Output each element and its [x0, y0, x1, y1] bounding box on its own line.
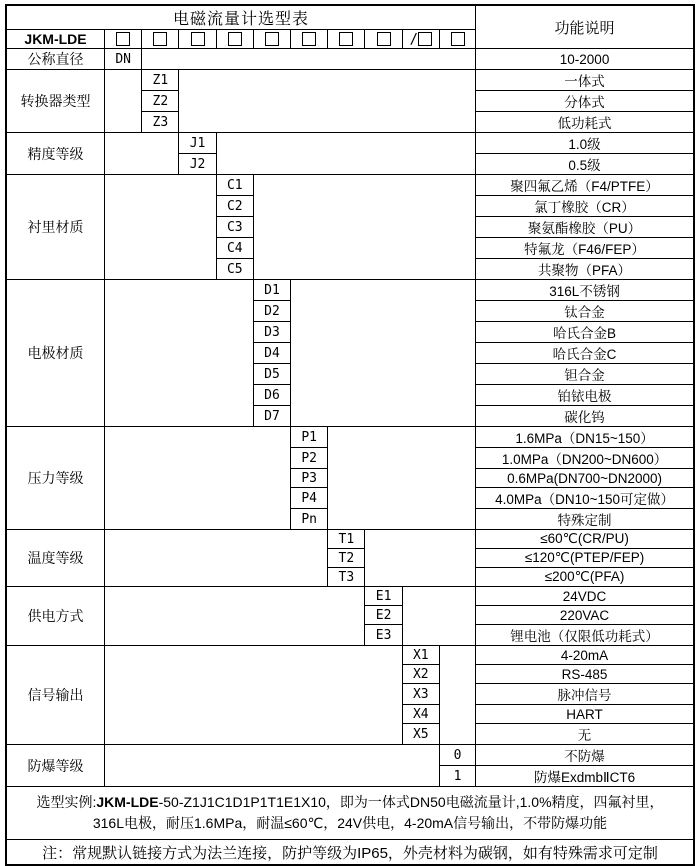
desc-cell: 0.5级 — [476, 154, 694, 175]
code-cell: J2 — [179, 154, 216, 175]
code-cell: C2 — [216, 196, 253, 217]
desc-cell: 氯丁橡胶（CR） — [476, 196, 694, 217]
checkbox-icon — [153, 32, 167, 46]
model-prefix: JKM-LDE — [6, 30, 105, 49]
desc-cell: ≤200℃(PFA) — [476, 568, 694, 587]
example-line2: 316L电极，耐压1.6MPa，耐温≤60℃，24V供电，4-20mA信号输出，不带防爆功能 — [92, 815, 608, 831]
empty-cell — [253, 175, 475, 280]
code-slot-e — [365, 30, 402, 49]
code-cell: J1 — [179, 133, 216, 154]
example-prefix: 选型实例: — [36, 794, 97, 810]
desc-cell: 碳化钨 — [476, 406, 694, 427]
note-text: 注：常规默认链接方式为法兰连接，防护等级为IP65，外壳材料为碳钢，如有特殊需求可定制 — [6, 840, 694, 866]
desc-cell: 共聚物（PFA） — [476, 259, 694, 280]
code-cell: 0 — [439, 745, 475, 766]
checkbox-icon — [418, 32, 432, 46]
category-signal-output: 信号输出 — [6, 646, 105, 745]
empty-cell — [291, 280, 476, 427]
empty-cell — [365, 530, 476, 587]
empty-cell — [105, 70, 142, 133]
desc-cell: 锂电池（仅限低功耗式） — [476, 625, 694, 646]
desc-cell: 钛合金 — [476, 301, 694, 322]
desc-cell: 聚氨酯橡胶（PU） — [476, 217, 694, 238]
empty-cell — [105, 175, 217, 280]
checkbox-icon — [191, 32, 205, 46]
desc-cell: 24VDC — [476, 587, 694, 606]
code-cell: DN — [105, 49, 142, 70]
code-slot-j — [179, 30, 216, 49]
code-cell: D4 — [253, 343, 290, 364]
code-cell: C3 — [216, 217, 253, 238]
empty-cell — [402, 587, 475, 646]
code-cell: X2 — [402, 665, 439, 684]
checkbox-icon — [451, 32, 465, 46]
code-cell: X4 — [402, 705, 439, 724]
empty-cell — [105, 587, 365, 646]
desc-cell: 1.0级 — [476, 133, 694, 154]
empty-cell — [179, 70, 476, 133]
desc-cell: 低功耗式 — [476, 112, 694, 133]
code-cell: Pn — [291, 509, 328, 530]
code-cell: D6 — [253, 385, 290, 406]
code-cell: P3 — [291, 469, 328, 488]
category-nominal-diameter: 公称直径 — [6, 49, 105, 70]
checkbox-icon — [116, 32, 130, 46]
code-cell: C4 — [216, 238, 253, 259]
example-model: JKM-LDE — [96, 794, 159, 810]
category-explosion-proof-rating: 防爆等级 — [6, 745, 105, 787]
selection-example — [6, 787, 694, 840]
desc-cell: 220VAC — [476, 606, 694, 625]
checkbox-icon — [228, 32, 242, 46]
code-cell: E3 — [365, 625, 402, 646]
code-slot-dn — [105, 30, 142, 49]
code-slot-p — [291, 30, 328, 49]
empty-cell — [142, 49, 476, 70]
empty-cell — [105, 646, 403, 745]
desc-cell: 316L不锈钢 — [476, 280, 694, 301]
desc-cell: ≤120℃(PTEP/FEP) — [476, 549, 694, 568]
function-description-header: 功能说明 — [476, 5, 694, 49]
desc-cell: 聚四氟乙烯（F4/PTFE） — [476, 175, 694, 196]
code-cell: P2 — [291, 448, 328, 469]
empty-cell — [439, 646, 475, 745]
category-pressure-rating: 压力等级 — [6, 427, 105, 530]
desc-cell: 哈氏合金B — [476, 322, 694, 343]
checkbox-icon — [302, 32, 316, 46]
code-cell: T2 — [328, 549, 365, 568]
desc-cell: 不防爆 — [476, 745, 694, 766]
code-cell: P4 — [291, 488, 328, 509]
code-cell: E2 — [365, 606, 402, 625]
checkbox-icon — [265, 32, 279, 46]
category-converter-type: 转换器类型 — [6, 70, 105, 133]
empty-cell — [105, 280, 254, 427]
code-cell: 1 — [439, 766, 475, 787]
empty-cell — [328, 427, 476, 530]
desc-cell: 无 — [476, 724, 694, 745]
desc-cell: 一体式 — [476, 70, 694, 91]
empty-cell — [105, 745, 440, 787]
desc-cell: 特氟龙（F46/FEP） — [476, 238, 694, 259]
checkbox-icon — [377, 32, 391, 46]
code-cell: Z2 — [142, 91, 179, 112]
category-accuracy-class: 精度等级 — [6, 133, 105, 175]
code-slot-ex — [439, 30, 475, 49]
empty-cell — [105, 530, 328, 587]
category-lining-material: 衬里材质 — [6, 175, 105, 280]
code-cell: C5 — [216, 259, 253, 280]
code-cell: P1 — [291, 427, 328, 448]
desc-cell: 铂铱电极 — [476, 385, 694, 406]
checkbox-icon — [339, 32, 353, 46]
code-cell: X3 — [402, 684, 439, 705]
code-slot-d — [253, 30, 290, 49]
code-slot-z — [142, 30, 179, 49]
desc-cell: ≤60℃(CR/PU) — [476, 530, 694, 549]
code-cell: D1 — [253, 280, 290, 301]
code-slot-c — [216, 30, 253, 49]
code-cell: Z3 — [142, 112, 179, 133]
code-cell: T3 — [328, 568, 365, 587]
page-title: 电磁流量计选型表 — [6, 5, 476, 30]
code-cell: D2 — [253, 301, 290, 322]
code-cell: D7 — [253, 406, 290, 427]
desc-cell: 1.0MPa（DN200~DN600） — [476, 448, 694, 469]
code-slot-x: / — [402, 30, 439, 49]
desc-cell: 4.0MPa（DN10~150可定做） — [476, 488, 694, 509]
empty-cell — [105, 427, 291, 530]
code-cell: X5 — [402, 724, 439, 745]
desc-cell: 特殊定制 — [476, 509, 694, 530]
code-cell: T1 — [328, 530, 365, 549]
desc-cell: 哈氏合金C — [476, 343, 694, 364]
desc-cell: 脉冲信号 — [476, 684, 694, 705]
category-power-supply: 供电方式 — [6, 587, 105, 646]
example-rest: -50-Z1J1C1D1P1T1E1X10，即为一体式DN50电磁流量计,1.0%精度，四氟衬里， — [158, 794, 664, 810]
selection-sheet — [5, 4, 695, 866]
code-slot-t — [328, 30, 365, 49]
desc-cell: 0.6MPa(DN700~DN2000) — [476, 469, 694, 488]
code-cell: D5 — [253, 364, 290, 385]
desc-cell: 10-2000 — [476, 49, 694, 70]
desc-cell: 钽合金 — [476, 364, 694, 385]
code-cell: D3 — [253, 322, 290, 343]
code-cell: Z1 — [142, 70, 179, 91]
desc-cell: 4-20mA — [476, 646, 694, 665]
desc-cell: 1.6MPa（DN15~150） — [476, 427, 694, 448]
code-cell: E1 — [365, 587, 402, 606]
desc-cell: HART — [476, 705, 694, 724]
selection-table — [5, 4, 695, 866]
empty-cell — [105, 133, 179, 175]
category-temperature-rating: 温度等级 — [6, 530, 105, 587]
empty-cell — [216, 133, 475, 175]
desc-cell: 分体式 — [476, 91, 694, 112]
code-cell: X1 — [402, 646, 439, 665]
code-cell: C1 — [216, 175, 253, 196]
category-electrode-material: 电极材质 — [6, 280, 105, 427]
desc-cell: 防爆ExdmbⅡCT6 — [476, 766, 694, 787]
desc-cell: RS-485 — [476, 665, 694, 684]
